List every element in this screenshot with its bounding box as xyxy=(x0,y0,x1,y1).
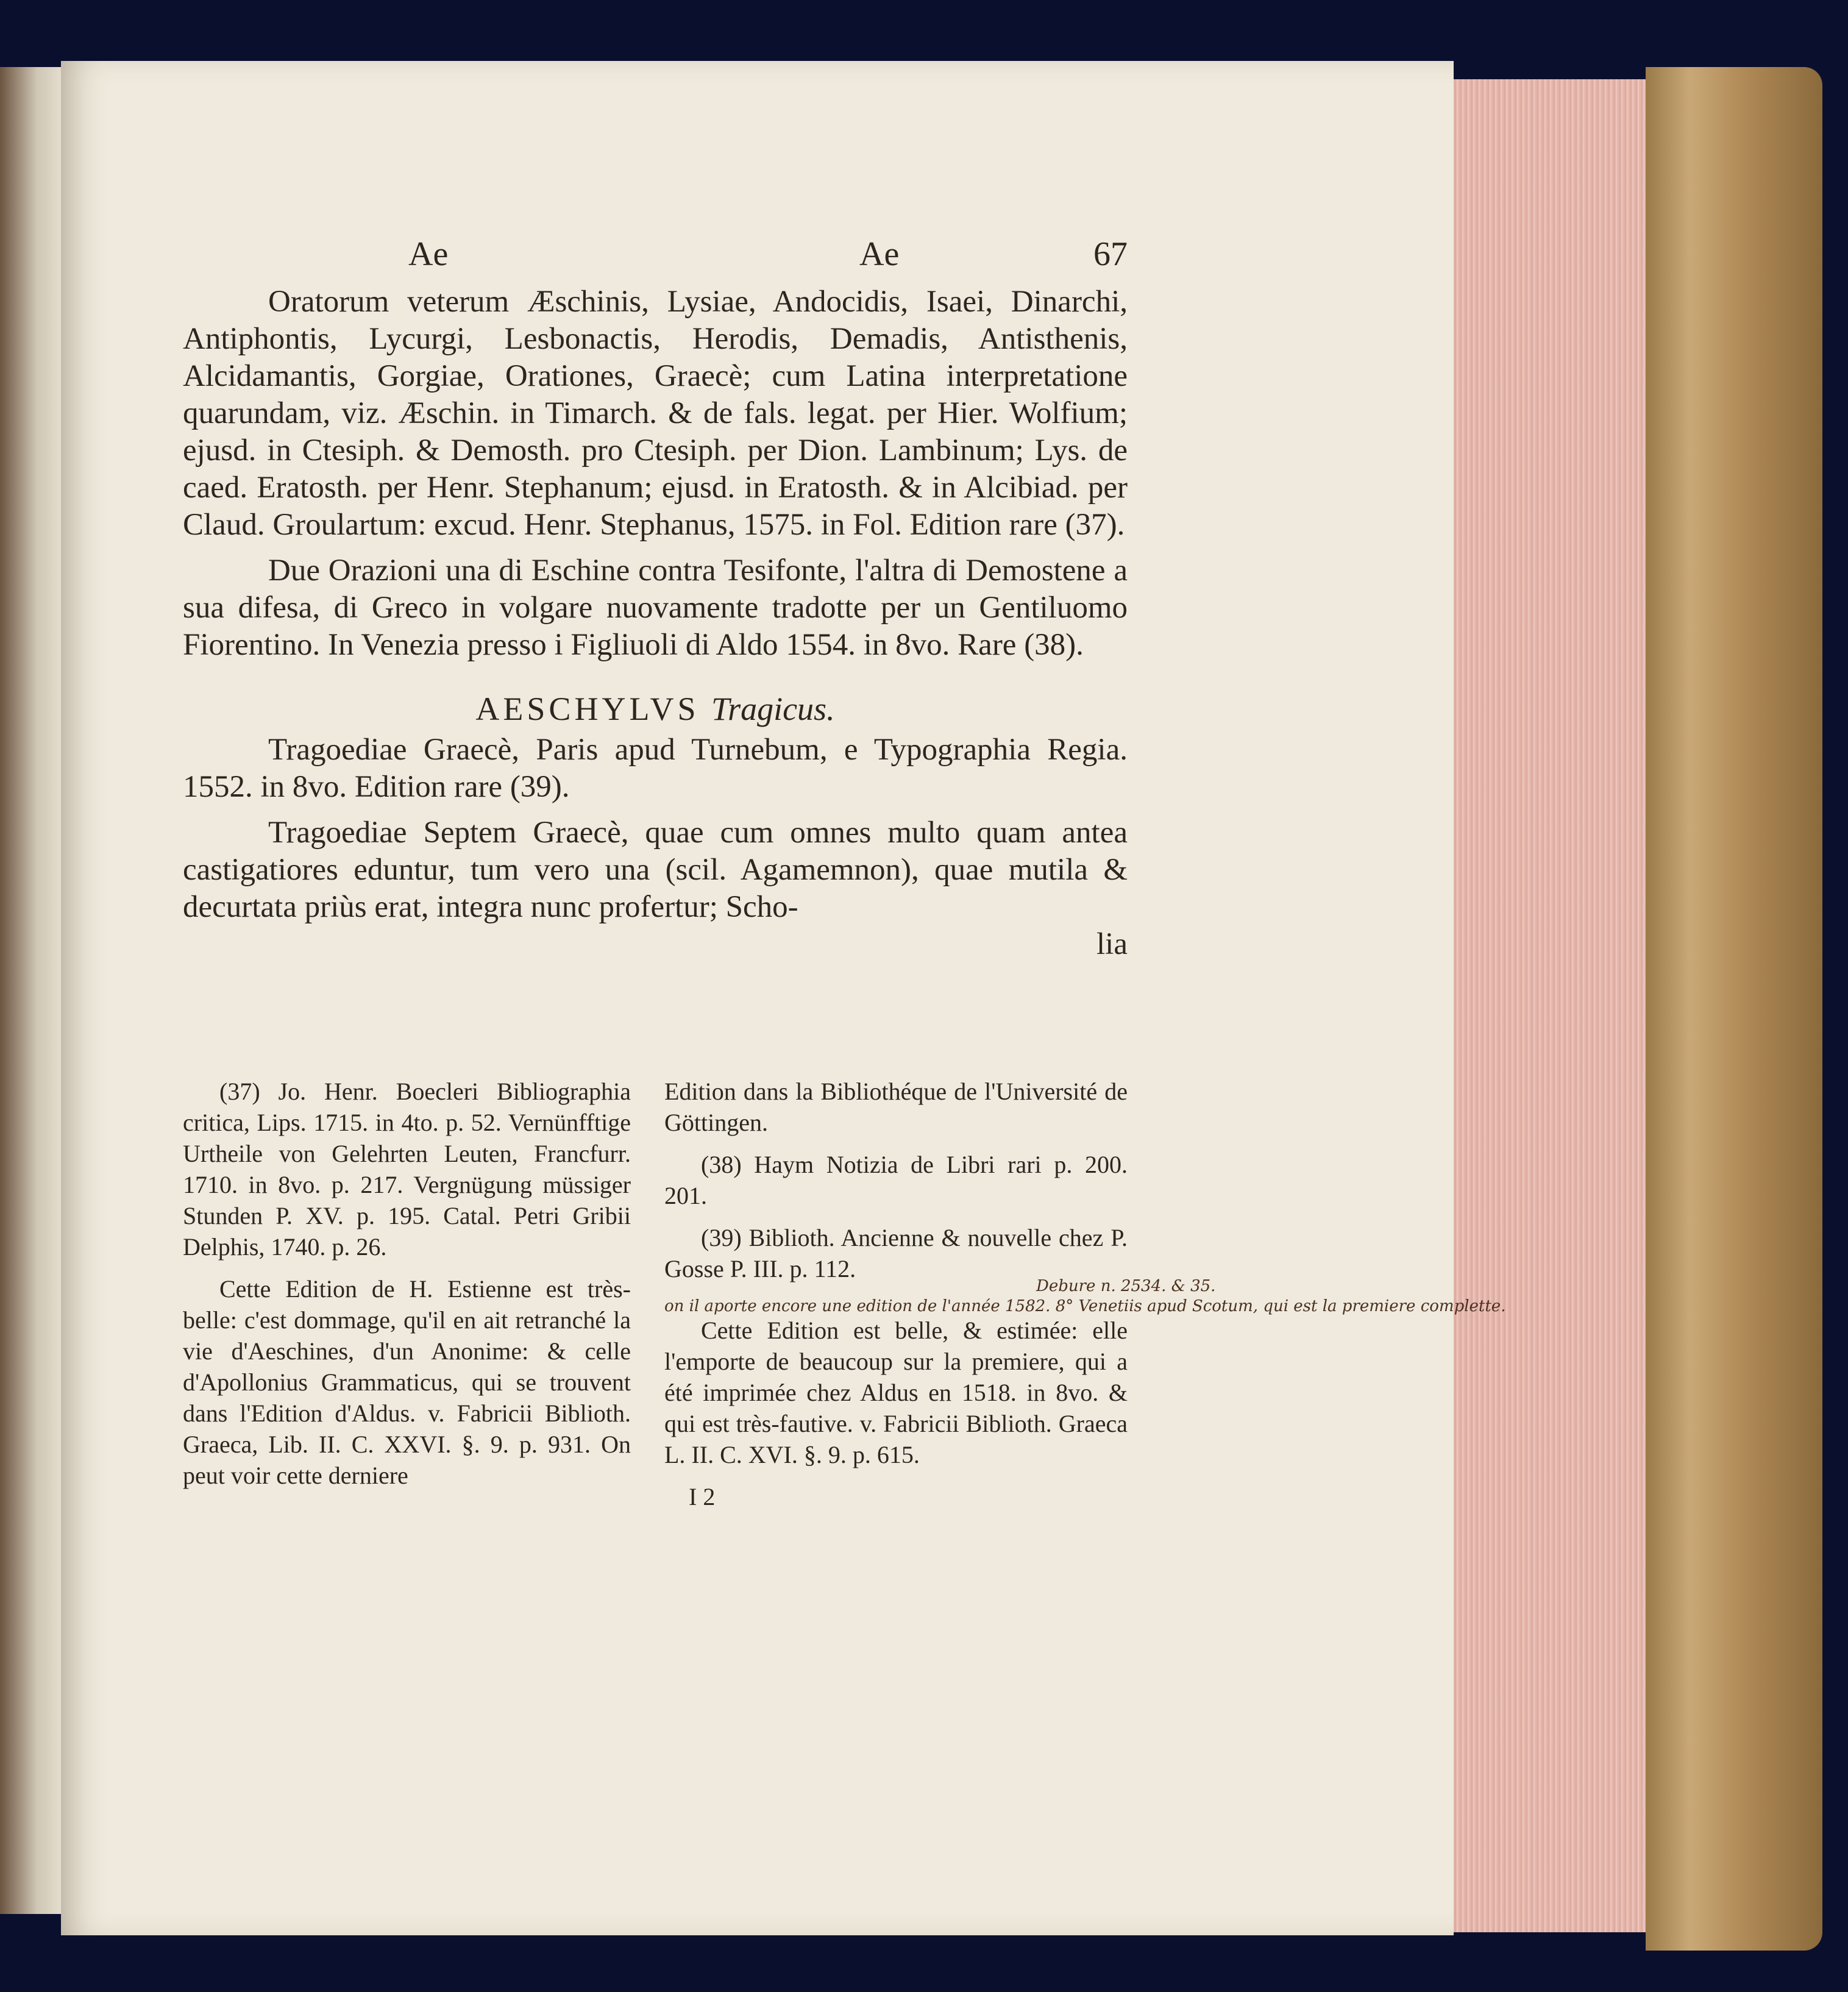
footnote-39-comment: Cette Edition est belle, & estimée: elle l'emporte de beaucoup sur la premiere, qui a été imprimée chez Aldus en 1518. in 8vo. & qui est très-fautive. v. Fabricii Biblioth. Graeca L. II. C. XVI. §. 9. p. 615. xyxy=(664,1317,1128,1468)
header-middle: Ae xyxy=(859,235,900,273)
entry-tragoediae-septem: Tragoediae Septem Graecè, quae cum omnes multo quam antea castigatiores eduntur, tum vero una (scil. Agamemnon), quae mutila & decurtata priùs erat, integra nunc profertur; Scho- xyxy=(183,816,1128,924)
catchword: lia xyxy=(1096,927,1128,961)
signature-mark: I 2 xyxy=(689,1483,716,1510)
footnote-38: (38) Haym Notizia de Libri rari p. 200. 201. xyxy=(664,1151,1128,1209)
section-heading xyxy=(183,691,1128,728)
handwritten-note-1: Debure n. 2534. & 35. xyxy=(1036,1277,1216,1295)
section-gap xyxy=(183,672,1128,691)
footnote-37-continued: Edition dans la Bibliothéque de l'Université de Göttingen. xyxy=(664,1078,1128,1136)
footnote-37: (37) Jo. Henr. Boecleri Bibliographia critica, Lips. 1715. in 4to. p. 52. Vernünfftige Urtheile von Gelehrten Leuten, Francfurr. 1710. in 8vo. p. 217. Vergnügung müssiger Stunden P. XV. p. 195. Catal. Petri Gribii Delphis, 1740. p. 26. xyxy=(183,1078,631,1261)
main-text xyxy=(183,283,1128,972)
heading-title: AESCHYLVS xyxy=(475,691,700,727)
entry-tragoediae: Tragoediae Graecè, Paris apud Turnebum, e Typographia Regia. 1552. in 8vo. Edition rare (39). xyxy=(183,733,1128,804)
heading-subtitle: Tragicus. xyxy=(711,691,835,727)
handwritten-note-2: on il aporte encore une edition de l'année 1582. 8° Venetiis apud Scotum, qui est la premiere complette. xyxy=(664,1297,1506,1315)
page-fore-edge xyxy=(1454,79,1655,1932)
book-binding xyxy=(1646,67,1822,1951)
footnote-39: (39) Biblioth. Ancienne & nouvelle chez P. Gosse P. III. p. 112. xyxy=(664,1224,1128,1282)
footnotes-left xyxy=(183,1076,631,1502)
entry-oratorum: Oratorum veterum Æschinis, Lysiae, Andocidis, Isaei, Dinarchi, Antiphontis, Lycurgi, Lesbonactis, Herodis, Demadis, Antisthenis, Alcidamantis, Gorgiae, Orationes, Graecè; cum Latina interpretatione quarundam, viz. Æschin. in Timarch. & de fals. legat. per Hier. Wolfium; ejusd. in Ctesiph. & Demosth. pro Ctesiph. per Dion. Lambinum; Lys. de caed. Eratosth. per Henr. Stephanum; ejusd. in Eratosth. & in Alcibiad. per Claud. Groulartum: excud. Henr. Stephanus, 1575. in Fol. Edition rare (37). xyxy=(183,285,1128,542)
entry-due-orazioni: Due Orazioni una di Eschine contra Tesifonte, l'altra di Demostene a sua difesa, di Greco in volgare nuovamente tradotte per un Gentiluomo Fiorentino. In Venezia presso i Figliuoli di Aldo 1554. in 8vo. Rare (38). xyxy=(183,553,1128,662)
left-page-edge xyxy=(0,67,67,1914)
running-header xyxy=(183,235,1128,271)
page-number: 67 xyxy=(1093,235,1128,273)
header-left: Ae xyxy=(408,235,449,273)
footnote-37-comment: Cette Edition de H. Estienne est très-belle: c'est dommage, qu'il en ait retranché la vie d'Aeschines, d'un Anonime: & celle d'Apollonius Grammaticus, qui se trouvent dans l'Edition d'Aldus. v. Fabricii Biblioth. Graeca, Lib. II. C. XXVI. §. 9. p. 931. On peut voir cette derniere xyxy=(183,1275,631,1489)
